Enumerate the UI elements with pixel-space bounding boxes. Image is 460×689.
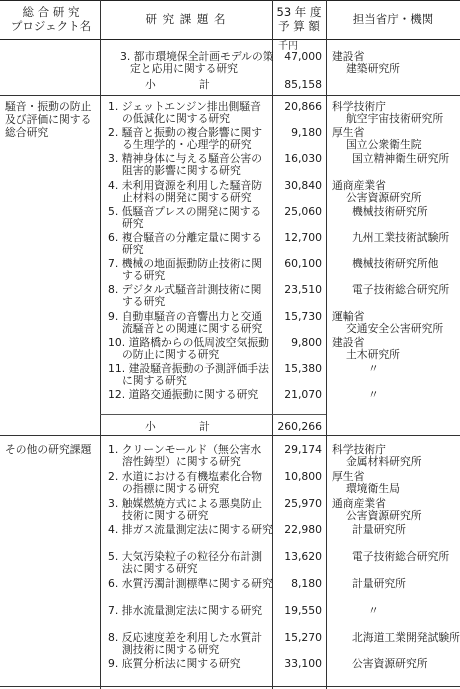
topic-line: 8. デジタル式騒音計測技術に関	[108, 283, 262, 297]
topic-line: 技術に関する研究	[122, 508, 209, 522]
header-project-line2: プロジェクト名	[10, 19, 92, 33]
agency-ministry: 科学技術庁	[332, 100, 386, 113]
topic-line: 1. クリーンモールド（無公害水	[108, 443, 262, 456]
section-divider	[0, 95, 460, 96]
topic-line: 7. 機械の地面振動防止技術に関	[108, 257, 263, 271]
budget-amount: 12,700	[284, 231, 322, 244]
subtotal-label: 小 計	[145, 78, 210, 91]
budget-amount: 33,100	[284, 657, 322, 671]
project-name: 騒音・振動の防止及び評価に関する総合研究	[5, 100, 92, 139]
table-bottom-rule	[0, 686, 460, 687]
agency-ministry: 通商産業省	[332, 178, 386, 192]
agency-institute: 機械技術研究所	[352, 204, 428, 218]
agency-institute: 環境衛生局	[346, 481, 400, 495]
topic-line: 流騒音との関連に関する研究	[122, 321, 263, 335]
header-agency: 担当省庁・機関	[352, 12, 434, 26]
agency-institute: 北海道工業開発試験所	[352, 630, 460, 644]
header-topic: 研 究 課 題 名	[145, 12, 227, 26]
agency-institute: 計量研究所	[352, 577, 406, 590]
topic-line: の指標に関する研究	[122, 481, 220, 495]
budget-amount: 25,970	[284, 496, 322, 510]
agency-institute: 電子技術総合研究所	[352, 550, 450, 564]
subtotal-amount: 260,266	[277, 420, 322, 433]
agency-ministry: 厚生省	[332, 126, 365, 140]
agency-ministry: 建設省	[332, 335, 365, 349]
topic-line: 測技術に関する研究	[122, 642, 220, 656]
topic-line: 5. 低騒音プレスの開発に関する	[108, 204, 262, 218]
table-header	[0, 0, 460, 40]
topic-line: 法に関する研究	[122, 562, 198, 576]
agency-institute: 〃	[368, 388, 379, 402]
budget-amount: 25,060	[284, 204, 322, 218]
topic-line: 1. ジェットエンジン排出側騒音	[108, 100, 261, 113]
topic-line: 9. 自動車騒音の音響出力と交通	[108, 309, 263, 323]
topic-line: 9. 底質分析法に関する研究	[108, 657, 241, 671]
subtotal-label: 小 計	[145, 420, 210, 433]
agency-institute: 国立精神衛生研究所	[352, 152, 450, 166]
budget-amount: 60,100	[284, 257, 322, 271]
budget-amount: 20,866	[284, 100, 322, 113]
agency-institute: 金属材料研究所	[346, 455, 422, 468]
section-divider	[0, 435, 460, 436]
budget-amount: 9,180	[291, 126, 322, 140]
budget-amount: 15,380	[284, 362, 322, 375]
column-divider	[326, 0, 327, 689]
agency-institute: 〃	[368, 603, 379, 617]
agency-ministry: 建設省	[332, 50, 365, 63]
budget-amount: 23,510	[284, 283, 322, 297]
topic-line: 6. 水質汚濁計測標準に関する研究	[108, 577, 273, 590]
header-budget-line1: 53 年 度	[276, 5, 322, 19]
unit-label: 千円	[278, 41, 298, 52]
topic-line: 阻害的影響に関する研究	[122, 164, 241, 178]
topic-line: 2. 騒音と振動の複合影響に関す	[108, 126, 263, 140]
topic-line: 10. 道路橋からの低周波空気振動	[108, 335, 269, 349]
topic-line: 2. 水道における有機塩素化合物	[108, 469, 263, 483]
budget-amount: 9,800	[291, 335, 322, 349]
topic-line: 定と応用に関する研究	[130, 62, 238, 75]
agency-ministry: 厚生省	[332, 469, 365, 483]
column-divider	[100, 0, 101, 689]
budget-amount: 16,030	[284, 152, 322, 166]
topic-line: 研究	[122, 216, 144, 230]
topic-line: 7. 排水流量測定法に関する研究	[108, 603, 263, 617]
agency-institute: 交通安全公害研究所	[346, 321, 444, 335]
budget-amount: 15,730	[284, 309, 322, 323]
topic-line: る生理学的・心理学的研究	[122, 138, 252, 152]
topic-line: の防止に関する研究	[122, 347, 220, 361]
agency-ministry: 通商産業省	[332, 496, 386, 510]
agency-institute: 機械技術研究所他	[352, 257, 439, 271]
topic-line: 4. 未利用資源を利用した騒音防	[108, 178, 263, 192]
budget-amount: 21,070	[284, 388, 322, 402]
agency-institute: 国立公衆衛生院	[346, 138, 422, 152]
topic-line: の低減化に関する研究	[122, 112, 230, 125]
budget-amount: 19,550	[284, 603, 322, 617]
topic-line: 6. 複合騒音の分離定量に関する	[108, 231, 263, 244]
agency-institute: 建築研究所	[346, 62, 400, 75]
agency-institute: 土木研究所	[346, 347, 400, 361]
topic-line: 研究	[122, 243, 144, 256]
topic-line: 3. 都市環境保全計画モデルの策	[120, 50, 274, 63]
agency-institute: 九州工業技術試験所	[352, 231, 450, 244]
header-budget-line2: 予 算 額	[278, 19, 320, 33]
header-project-line1: 総 合 研 究	[22, 5, 80, 19]
topic-line: 3. 精神身体に与える騒音公害の	[108, 152, 263, 166]
topic-line: 4. 排ガス流量測定法に関する研究	[108, 523, 273, 537]
project-name: その他の研究課題	[5, 443, 92, 456]
budget-amount: 10,800	[284, 469, 322, 483]
agency-institute: 航空宇宙技術研究所	[346, 112, 444, 125]
agency-institute: 計量研究所	[352, 523, 406, 537]
budget-amount: 47,000	[284, 50, 322, 63]
topic-line: する研究	[122, 295, 166, 309]
topic-line: 8. 反応速度差を利用した水質計	[108, 630, 263, 644]
agency-ministry: 運輸省	[332, 309, 365, 323]
topic-line: する研究	[122, 269, 166, 283]
subtotal-amount: 85,158	[284, 78, 322, 91]
budget-amount: 30,840	[284, 178, 322, 192]
topic-line: 3. 触媒燃焼方式による悪臭防止	[108, 496, 263, 510]
budget-amount: 8,180	[291, 577, 322, 590]
budget-amount: 15,270	[284, 630, 322, 644]
agency-institute: 公害資源研究所	[352, 657, 428, 671]
subtotal-rule	[100, 414, 326, 415]
budget-amount: 29,174	[284, 443, 322, 456]
topic-line: に関する研究	[122, 374, 187, 387]
agency-ministry: 科学技術庁	[332, 443, 386, 456]
agency-institute: 公害資源研究所	[346, 508, 422, 522]
agency-institute: 〃	[368, 362, 379, 375]
agency-institute: 電子技術総合研究所	[352, 283, 450, 297]
budget-amount: 22,980	[284, 523, 322, 537]
agency-institute: 公害資源研究所	[346, 190, 422, 204]
topic-line: 11. 建設騒音振動の予測評価手法	[108, 362, 269, 375]
topic-line: 5. 大気汚染粒子の粒径分布計測	[108, 550, 263, 564]
topic-line: 止材料の開発に関する研究	[122, 190, 252, 204]
topic-line: 溶性鋳型）に関する研究	[122, 455, 241, 468]
topic-line: 12. 道路交通振動に関する研究	[108, 388, 259, 402]
budget-amount: 13,620	[284, 550, 322, 564]
